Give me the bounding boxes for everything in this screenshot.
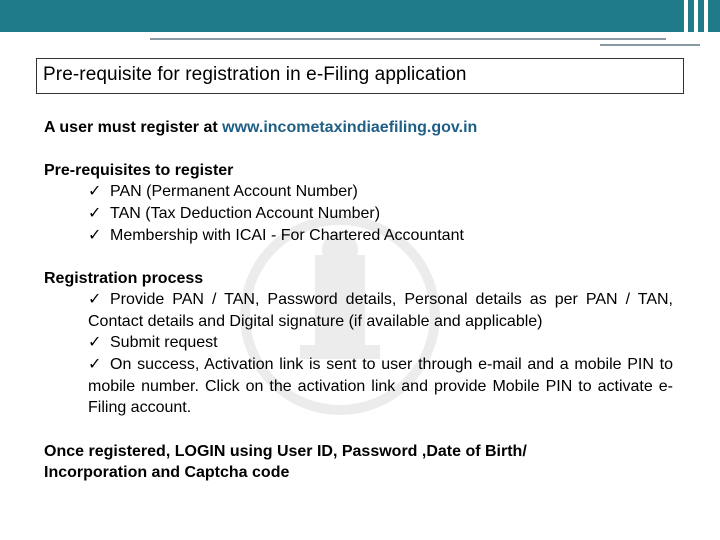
process-item-provide: [88, 289, 673, 332]
header-rule: [600, 44, 700, 46]
intro-text: A user must register at: [44, 119, 223, 136]
intro-line: [44, 117, 477, 138]
check-icon: ✓: [88, 227, 102, 244]
process-heading: Registration process: [44, 270, 204, 287]
prereq-heading: Pre-requisites to register: [44, 162, 234, 179]
check-icon: ✓: [88, 205, 102, 222]
closing-line: Once registered, LOGIN using User ID, Password ,Date of Birth/: [44, 443, 527, 460]
check-icon: ✓: [88, 334, 102, 351]
header-stripe: [704, 0, 708, 32]
check-icon: ✓: [88, 183, 102, 200]
process-item-text: On success, Activation link is sent to user through e-mail and a mobile PIN to mobile number. Click on the activation link and provide Mobile PIN to activate e-Filing account.: [88, 356, 673, 416]
process-item-submit: [88, 332, 673, 354]
process-item-text: Provide PAN / TAN, Password details, Personal details as per PAN / TAN, Contact details and Digital signature (if available and applicable): [88, 291, 673, 330]
process-item-success: [88, 354, 673, 419]
slide-title: Pre-requisite for registration in e-Filing application: [43, 64, 467, 85]
header-stripe: [684, 0, 688, 32]
header-stripe: [694, 0, 698, 32]
check-icon: ✓: [88, 291, 102, 308]
prereq-item-pan: PAN (Permanent Account Number): [110, 183, 358, 200]
list-item: [88, 181, 358, 202]
prereq-item-icai: Membership with ICAI - For Chartered Accountant: [110, 227, 464, 244]
list-item: [88, 225, 464, 246]
header-rule: [150, 38, 666, 40]
closing-line: Incorporation and Captcha code: [44, 464, 290, 481]
efiling-link[interactable]: www.incometaxindiaefiling.gov.in: [222, 119, 478, 136]
header-bar: [0, 0, 720, 32]
list-item: [88, 203, 380, 224]
prereq-item-tan: TAN (Tax Deduction Account Number): [110, 205, 381, 222]
check-icon: ✓: [88, 356, 102, 373]
process-item-text: Submit request: [110, 334, 218, 351]
slide-title-box: [36, 58, 684, 94]
